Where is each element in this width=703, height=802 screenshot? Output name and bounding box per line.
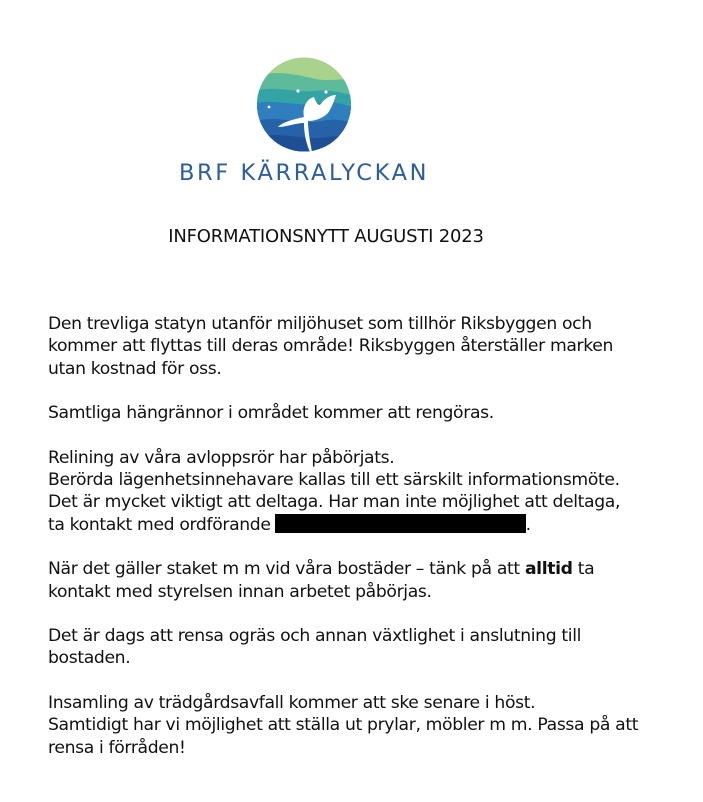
text-line: Det är mycket viktigt att deltaga. Har man inte möjlighet att deltaga, <box>48 492 621 513</box>
paragraph-garden-waste <box>48 692 688 759</box>
paragraph-relining <box>48 447 688 536</box>
paragraph-fences <box>48 558 688 603</box>
text-line: Berörda lägenhetsinnehavare kallas till ett särskilt informationsmöte. <box>48 470 620 491</box>
text-segment: ta kontakt med ordförande <box>48 514 271 535</box>
text-line: Samtidigt har vi möjlighet att ställa ut prylar, möbler m m. Passa på att <box>48 715 639 736</box>
redacted-contact <box>275 514 526 533</box>
flower-logo-icon <box>256 57 352 152</box>
newsletter-body <box>48 313 688 781</box>
text-segment: När det gäller staket m m vid våra bostäder – tänk på att <box>48 559 525 580</box>
text-line: Insamling av trädgårdsavfall kommer att ske senare i höst. <box>48 693 536 714</box>
text-line: Den trevliga statyn utanför miljöhuset som tillhör Riksbyggen och <box>48 314 592 334</box>
text-line: Samtliga hängrännor i området kommer att rengöras. <box>48 403 494 424</box>
brf-logo <box>256 57 352 152</box>
paragraph-gutters <box>48 402 688 424</box>
text-line: kontakt med styrelsen innan arbetet påbörjas. <box>48 581 432 602</box>
emphasis-word: alltid <box>524 559 573 580</box>
text-line: kommer att flyttas till deras område! Riksbyggen återställer marken <box>48 336 614 357</box>
paragraph-weeds <box>48 625 688 670</box>
text-line <box>48 558 688 580</box>
text-line <box>48 514 688 536</box>
text-segment: . <box>525 514 531 535</box>
brand-name: BRF KÄRRALYCKAN <box>178 160 429 186</box>
text-line: bostaden. <box>48 648 131 669</box>
newsletter-heading: INFORMATIONSNYTT AUGUSTI 2023 <box>168 226 484 247</box>
paragraph-statue <box>48 313 688 380</box>
text-line: rensa i förråden! <box>48 737 186 758</box>
text-line: utan kostnad för oss. <box>48 358 222 379</box>
text-line: Det är dags att rensa ogräs och annan växtlighet i anslutning till <box>48 626 582 647</box>
text-line: Relining av våra avloppsrör har påbörjats. <box>48 447 395 468</box>
text-segment: ta <box>572 559 595 580</box>
